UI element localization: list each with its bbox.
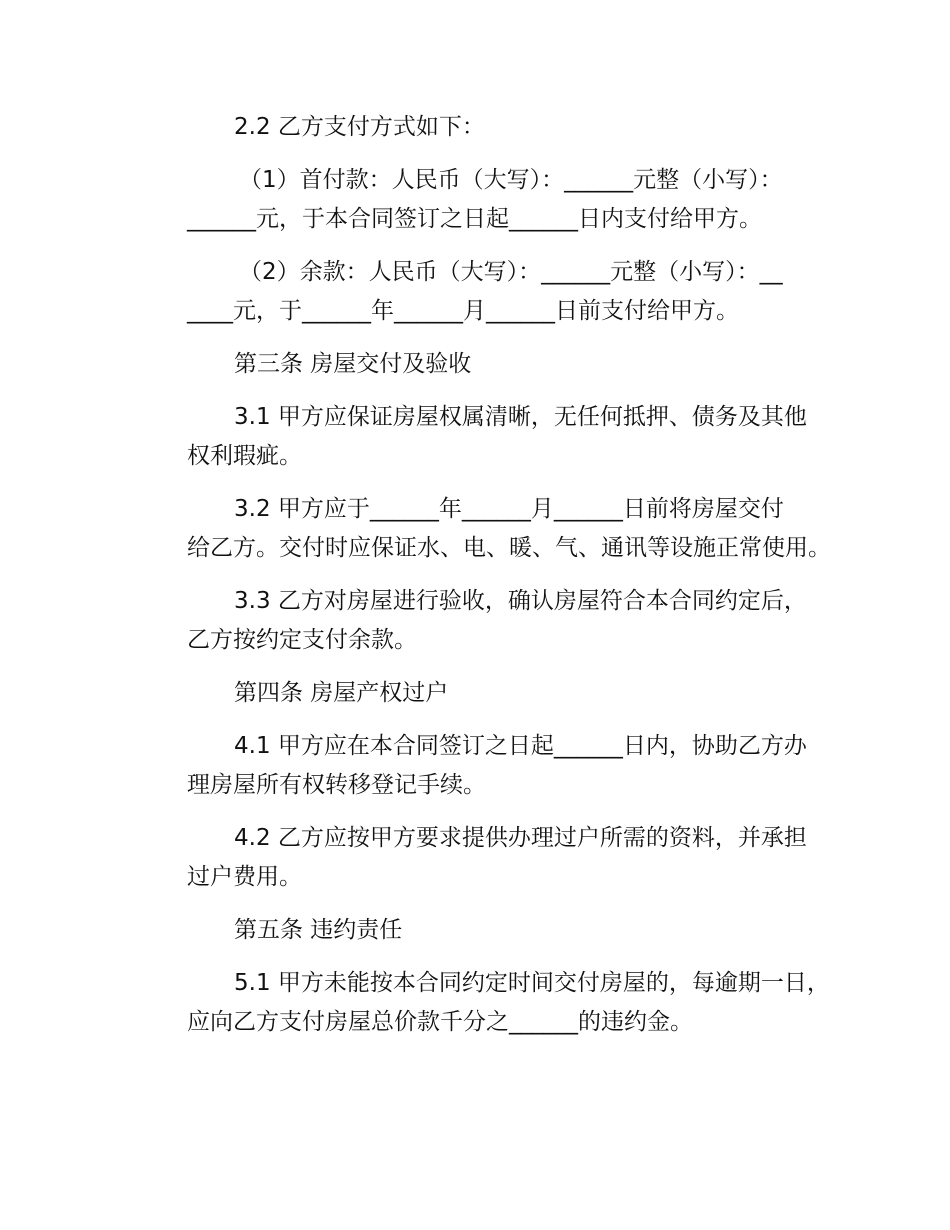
text-line: 乙方按约定支付余款。 <box>187 627 417 653</box>
clause-3-3 <box>140 582 830 660</box>
text-line: 过户费用。 <box>187 864 302 890</box>
text-line: 3.2 甲方应于______年______月______日前将房屋交付 <box>234 496 784 522</box>
clause-4-2 <box>140 819 830 897</box>
document-page <box>140 108 830 1056</box>
balance-payment-clause <box>140 253 830 331</box>
article-4-heading <box>140 674 830 713</box>
text-line: 给乙方。交付时应保证水、电、暖、气、通讯等设施正常使用。 <box>187 535 831 561</box>
article-5-heading <box>140 911 830 950</box>
text-line: （1）首付款：人民币（大写）：______元整（小写）： <box>239 167 783 193</box>
clause-5-1 <box>140 964 830 1042</box>
down-payment-clause <box>140 161 830 239</box>
payment-method-heading <box>140 108 830 147</box>
clause-3-2 <box>140 490 830 568</box>
text-line: 4.1 甲方应在本合同签订之日起______日内，协助乙方办 <box>234 733 807 759</box>
text-line: 4.2 乙方应按甲方要求提供办理过户所需的资料，并承担 <box>234 825 807 851</box>
text-line: ______元，于本合同签订之日起______日内支付给甲方。 <box>187 206 762 232</box>
text-line: ____元，于______年______月______日前支付给甲方。 <box>187 298 739 324</box>
text-line: 理房屋所有权转移登记手续。 <box>187 772 486 798</box>
text-line: 权利瑕疵。 <box>187 443 302 469</box>
clause-3-1 <box>140 398 830 476</box>
text-line: 第五条 违约责任 <box>234 917 403 943</box>
text-line: 第三条 房屋交付及验收 <box>234 351 472 377</box>
text-line: 5.1 甲方未能按本合同约定时间交付房屋的，每逾期一日， <box>234 970 830 996</box>
text-line: 第四条 房屋产权过户 <box>234 680 449 706</box>
text-line: （2）余款：人民币（大写）：______元整（小写）：__ <box>239 259 783 285</box>
text-line: 应向乙方支付房屋总价款千分之______的违约金。 <box>187 1009 693 1035</box>
clause-4-1 <box>140 727 830 805</box>
text-line: 2.2 乙方支付方式如下： <box>234 114 485 140</box>
text-line: 3.3 乙方对房屋进行验收，确认房屋符合本合同约定后， <box>234 588 807 614</box>
article-3-heading <box>140 345 830 384</box>
text-line: 3.1 甲方应保证房屋权属清晰，无任何抵押、债务及其他 <box>234 404 807 430</box>
